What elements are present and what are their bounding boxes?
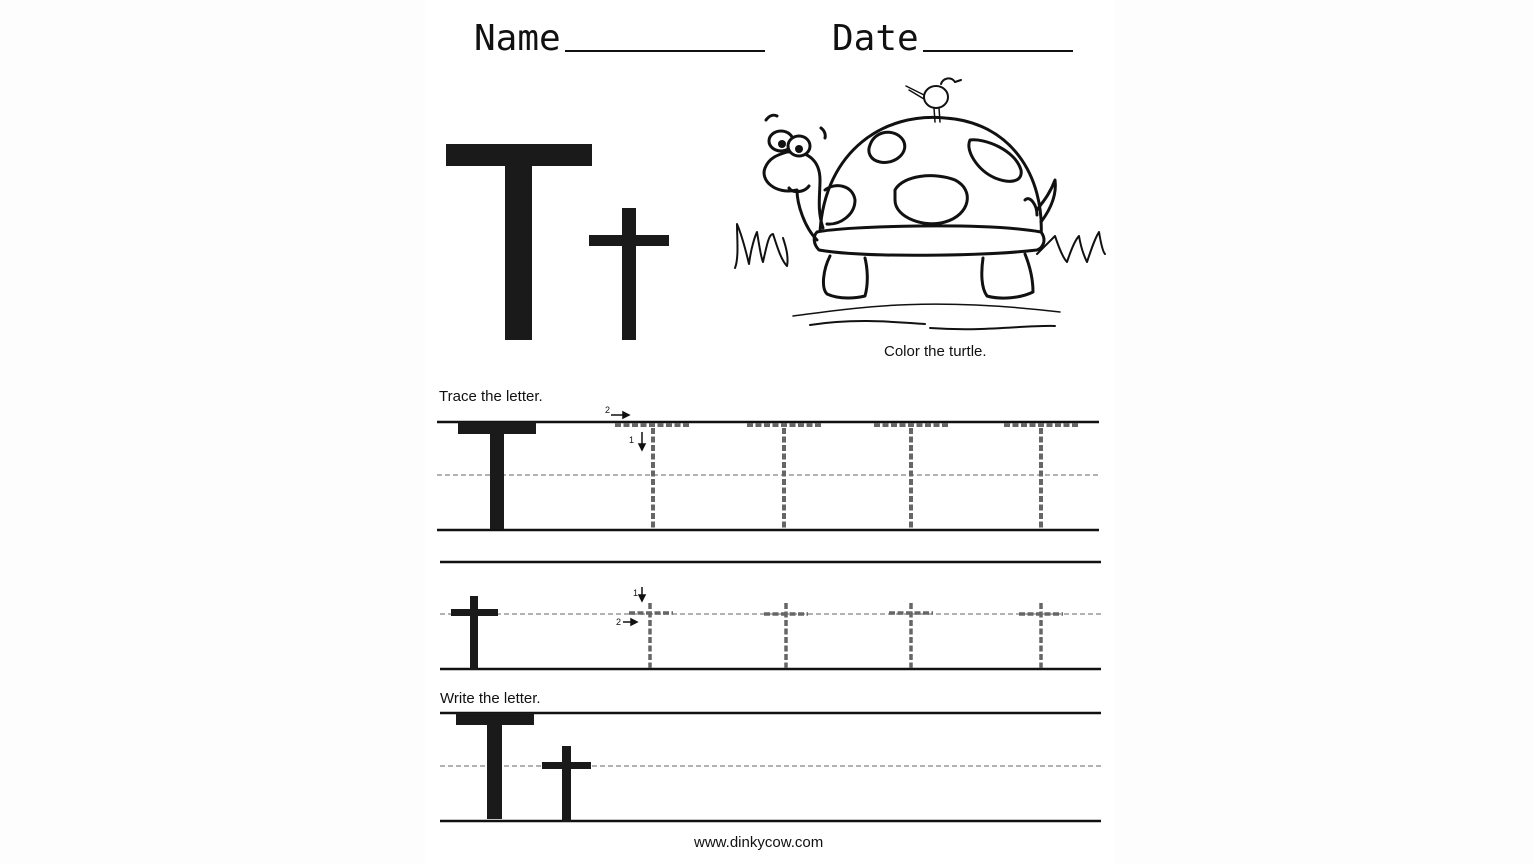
trace-label: Trace the letter. [439, 388, 543, 405]
lower-stroke-1-number: 1 [633, 588, 639, 598]
name-label: Name [474, 18, 561, 59]
worksheet-graphics [425, 0, 1115, 864]
worksheet-page [425, 0, 1115, 864]
turtle-illustration [735, 78, 1105, 329]
dotted-lowercase-t-guides[interactable] [629, 603, 1063, 668]
upper-stroke-arrows [611, 412, 645, 450]
upper-stroke-1-number: 1 [629, 435, 635, 445]
trace-row-lowercase-guides [440, 562, 1101, 669]
write-label: Write the letter. [440, 690, 541, 707]
write-model-lowercase-t [542, 746, 591, 822]
trace-row-uppercase-guides [437, 422, 1099, 530]
color-caption: Color the turtle. [884, 343, 987, 360]
lower-stroke-2-number: 2 [616, 617, 622, 627]
upper-stroke-2-number: 2 [605, 405, 611, 415]
dotted-uppercase-T-guides[interactable] [615, 425, 1079, 529]
write-row-guides[interactable] [440, 713, 1101, 821]
date-label: Date [832, 18, 919, 59]
big-lowercase-t [589, 208, 669, 340]
footer-url: www.dinkycow.com [694, 834, 824, 851]
model-lowercase-t-trace [451, 596, 498, 670]
big-uppercase-T [446, 144, 592, 340]
